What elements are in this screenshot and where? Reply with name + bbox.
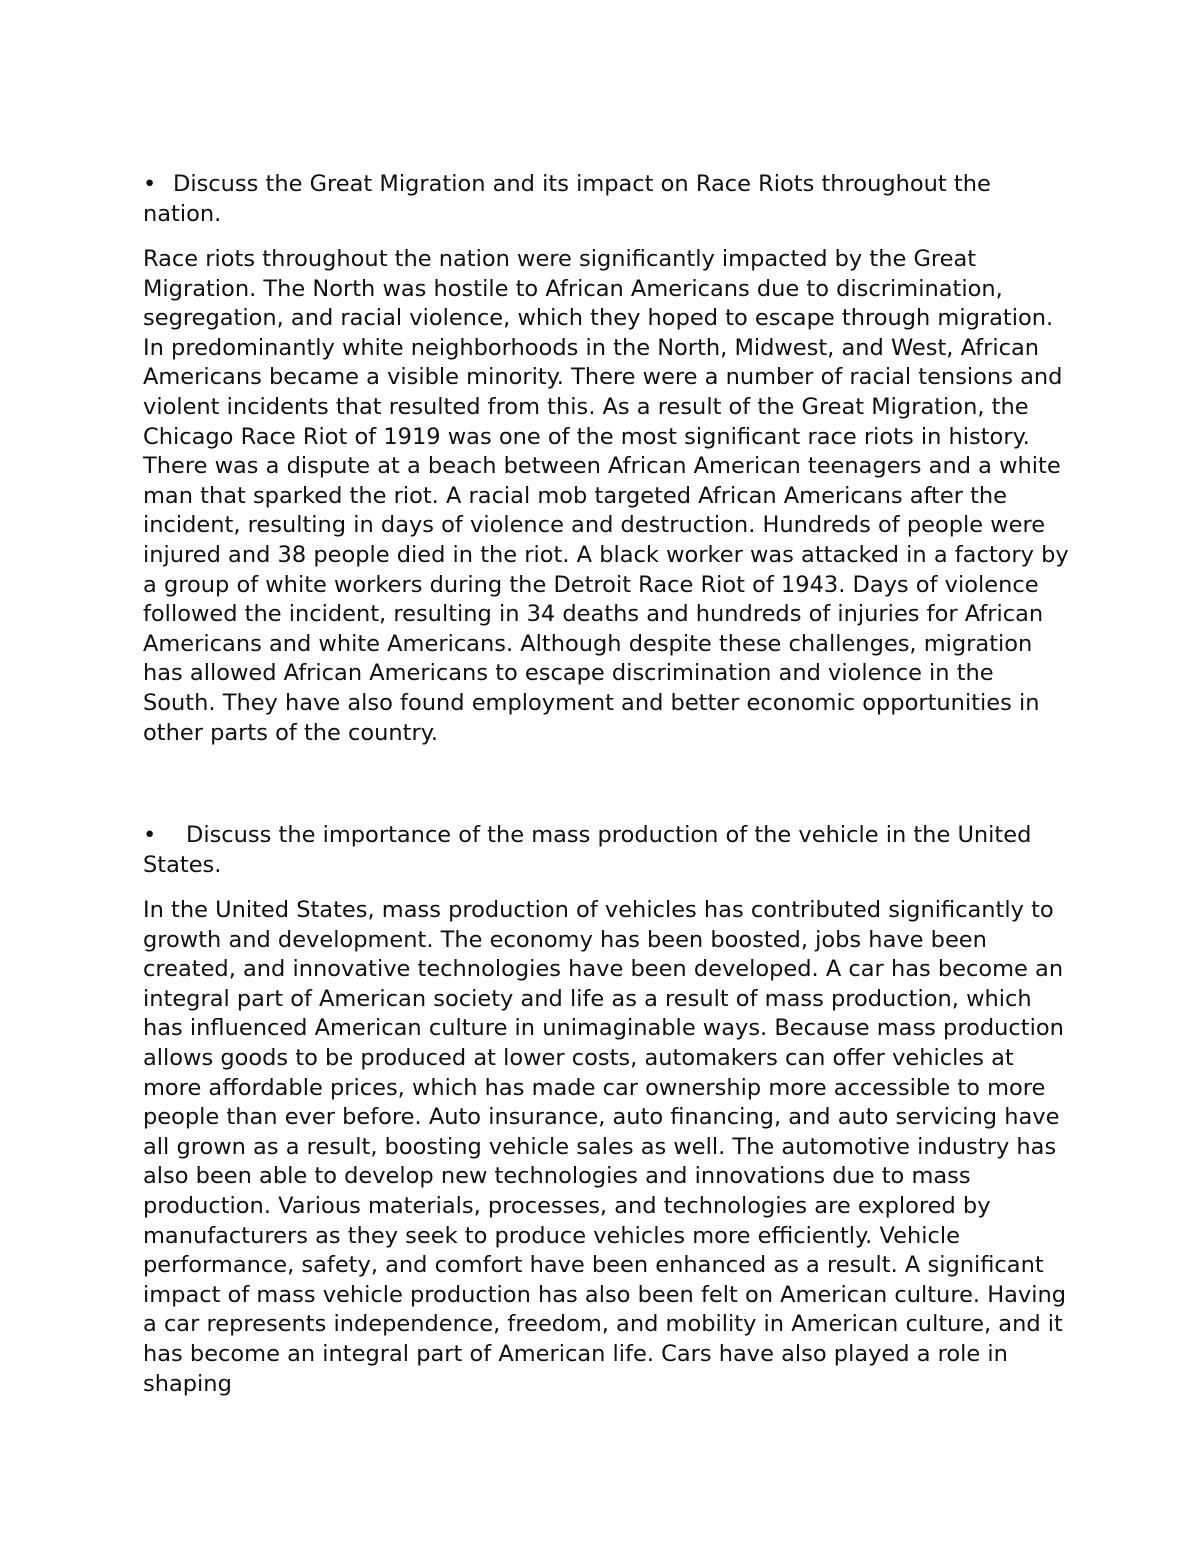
bullet-marker: •	[143, 171, 157, 197]
section-1-prompt	[143, 170, 1073, 229]
section-1-body: Race riots throughout the nation were significantly impacted by the Great Migration. The North was hostile to African Americans due to discrimination, segregation, and racial violence, which they hoped to escape through migration. In predominantly white neighborhoods in the North, Midwest, and West, African Americans became a visible minority. There were a number of racial tensions and violent incidents that resulted from this. As a result of the Great Migration, the Chicago Race Riot of 1919 was one of the most significant race riots in history. There was a dispute at a beach between African American teenagers and a white man that sparked the riot. A racial mob targeted African Americans after the incident, resulting in days of violence and destruction. Hundreds of people were injured and 38 people died in the riot. A black worker was attacked in a factory by a group of white workers during the Detroit Race Riot of 1943. Days of violence followed the incident, resulting in 34 deaths and hundreds of injuries for African Americans and white Americans. Although despite these challenges, migration has allowed African Americans to escape discrimination and violence in the South. They have also found employment and better economic opportunities in other parts of the country.	[143, 246, 1069, 746]
section-1-heading: Discuss the Great Migration and its impact on Race Riots throughout the nation.	[143, 171, 991, 227]
section-2-heading: Discuss the importance of the mass production of the vehicle in the United States.	[143, 822, 1032, 878]
section-2-body: In the United States, mass production of vehicles has contributed significantly to growth and development. The economy has been boosted, jobs have been created, and innovative technologies have been developed. A car has become an integral part of American society and life as a result of mass production, which has influenced American culture in unimaginable ways. Because mass production allows goods to be produced at lower costs, automakers can offer vehicles at more affordable prices, which has made car ownership more accessible to more people than ever before. Auto insurance, auto financing, and auto servicing have all grown as a result, boosting vehicle sales as well. The automotive industry has also been able to develop new technologies and innovations due to mass production. Various materials, processes, and technologies are explored by manufacturers as they seek to produce vehicles more efficiently. Vehicle performance, safety, and comfort have been enhanced as a result. A significant impact of mass vehicle production has also been felt on American culture. Having a car represents independence, freedom, and mobility in American culture, and it has become an integral part of American life. Cars have also played a role in shaping	[143, 897, 1067, 1397]
bullet-marker: •	[143, 822, 157, 848]
section-2-prompt	[143, 821, 1073, 880]
